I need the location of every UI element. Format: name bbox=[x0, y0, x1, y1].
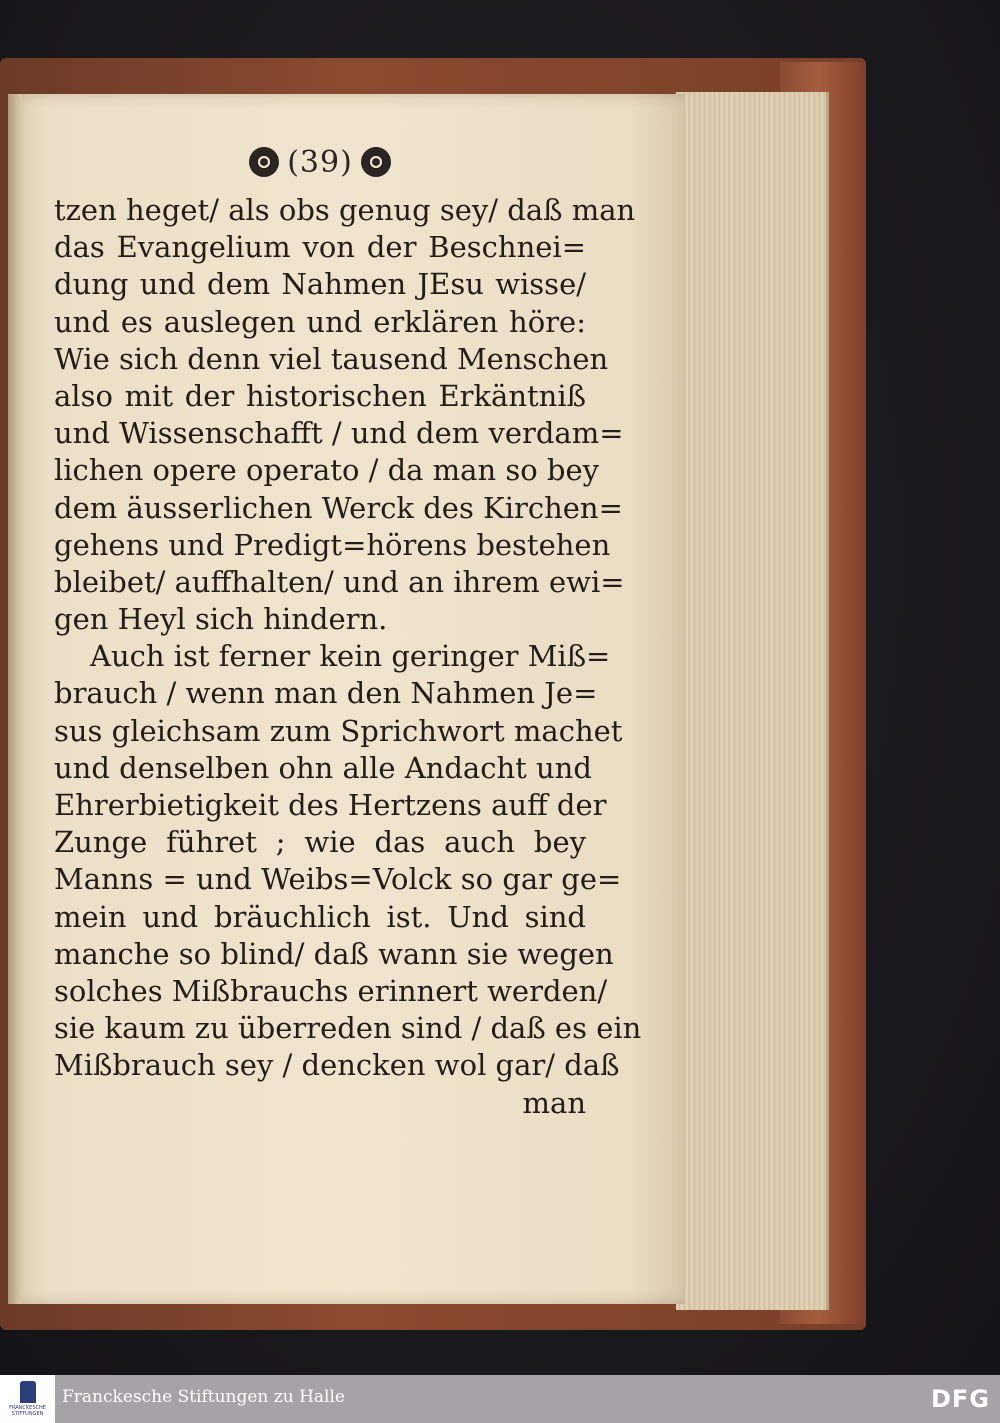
catchword: man bbox=[522, 1085, 586, 1120]
page-header bbox=[240, 140, 400, 184]
text-line: lichen opere operato / da man so bey bbox=[54, 453, 600, 488]
text-line: Manns = und Weibs=Volck so gar ge= bbox=[54, 862, 622, 897]
text-line: also mit der historischen Erkäntniß bbox=[54, 378, 586, 413]
text-line: dem äusserlichen Werck des Kirchen= bbox=[54, 490, 623, 525]
text-line: Wie sich denn viel tausend Menschen bbox=[54, 341, 609, 376]
text-line: brauch / wenn man den Nahmen Je= bbox=[54, 676, 598, 711]
logo-text: FRANCKESCHE STIFTUNGEN bbox=[9, 1405, 46, 1417]
text-line: Mißbrauch sey / dencken wol gar/ daß bbox=[54, 1048, 620, 1083]
text-line: manche so blind/ daß wann sie wegen bbox=[54, 936, 614, 971]
text-line: das Evangelium von der Beschnei= bbox=[54, 230, 586, 265]
text-line: bleibet/ auffhalten/ und an ihrem ewi= bbox=[54, 564, 625, 599]
text-line: tzen heget/ als obs genug sey/ daß man bbox=[54, 193, 636, 227]
text-line: gehens und Predigt=hörens bestehen bbox=[54, 527, 611, 562]
page-number: (39) bbox=[287, 144, 353, 180]
text-line: und es auslegen und erklären höre: bbox=[54, 304, 586, 339]
building-icon bbox=[20, 1381, 36, 1403]
text-line: dung und dem Nahmen JEsu wisse/ bbox=[54, 267, 586, 302]
institution-logo[interactable] bbox=[0, 1375, 55, 1423]
rosette-icon bbox=[249, 147, 279, 177]
text-line: gen Heyl sich hindern. bbox=[54, 602, 388, 637]
text-line: und denselben ohn alle Andacht und bbox=[54, 750, 592, 785]
institution-name[interactable]: Franckesche Stiftungen zu Halle bbox=[62, 1387, 345, 1407]
text-line: mein und bräuchlich ist. Und sind bbox=[54, 899, 586, 934]
text-line: sus gleichsam zum Sprichwort machet bbox=[54, 713, 623, 748]
text-line: Zunge führet ; wie das auch bey bbox=[54, 825, 586, 860]
page-block-edges bbox=[676, 92, 829, 1310]
text-line: Auch ist ferner kein geringer Miß= bbox=[90, 639, 611, 674]
page-text bbox=[54, 192, 642, 1122]
text-line: und Wissenschafft / und dem verdam= bbox=[54, 416, 624, 451]
rosette-icon bbox=[361, 147, 391, 177]
page-gutter bbox=[8, 94, 22, 1304]
dfg-logo[interactable]: DFG bbox=[930, 1385, 990, 1413]
text-line: sie kaum zu überreden sind / daß es ein bbox=[54, 1011, 642, 1046]
text-line: solches Mißbrauchs erinnert werden/ bbox=[54, 973, 608, 1008]
text-line: Ehrerbietigkeit des Hertzens auff der bbox=[54, 788, 607, 822]
